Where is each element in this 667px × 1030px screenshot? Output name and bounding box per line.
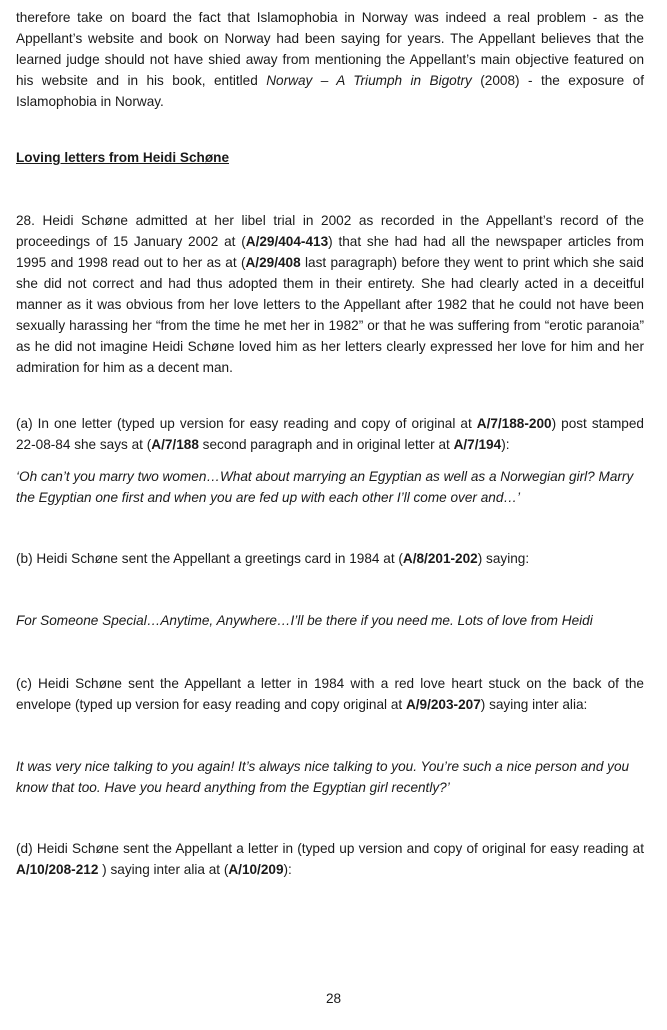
item-c-text: ) saying inter alia:	[480, 697, 588, 712]
reference: A/7/194	[453, 437, 502, 452]
reference: A/8/201-202	[402, 551, 478, 566]
page-number: 28	[325, 991, 342, 1006]
item-d-text: ):	[283, 862, 292, 877]
quote-c: It was very nice talking to you again! It’s always nice talking to you. You’re such a nice person and you know that too. Have you heard anything from the Egyptian girl recently?’	[16, 759, 630, 795]
intro-paragraph	[16, 7, 644, 112]
p28-text: ) that she had had all the newspaper articles from 1995 and 1998 read out to her as at (	[16, 234, 644, 270]
item-c	[16, 673, 644, 715]
paragraph-28	[16, 210, 644, 378]
reference: A/29/404-413	[245, 234, 329, 249]
item-a-text: ):	[501, 437, 510, 452]
book-title: Norway – A Triumph in Bigotry	[266, 73, 472, 88]
item-d-text: (d) Heidi Schøne sent the Appellant a letter in (typed up version and copy of original for easy reading at	[16, 841, 644, 856]
reference: A/7/188	[151, 437, 199, 452]
p28-text: 28. Heidi Schøne admitted at her libel trial in 2002 as recorded in the Appellant’s record of the proceedings of 15 January 2002 at (	[16, 213, 644, 249]
item-a-text: (a) In one letter (typed up version for easy reading and copy of original at	[16, 416, 477, 431]
reference: A/7/188-200	[476, 416, 552, 431]
reference: A/29/408	[245, 255, 301, 270]
item-d	[16, 838, 644, 880]
item-b-text: ) saying:	[477, 551, 530, 566]
quote-a: ‘Oh can’t you marry two women…What about marrying an Egyptian as well as a Norwegian girl? Marry the Egyptian one first and when you are fed up with each other I’ll come over and…’	[16, 469, 634, 505]
item-c-text: (c) Heidi Schøne sent the Appellant a letter in 1984 with a red love heart stuck on the back of the envelope (typed up version for easy reading and copy original at	[16, 676, 644, 712]
item-b-text: (b) Heidi Schøne sent the Appellant a greetings card in 1984 at (	[16, 551, 403, 566]
intro-text: therefore take on board the fact that Islamophobia in Norway was indeed a real problem - as the Appellant’s website and book on Norway had been saying for years. The Appellant believes that the learned judge should not have shied away from mentioning the Appellant’s main objective featured on his website and in his book, entitled	[16, 10, 644, 88]
item-a-text: ) post stamped 22-08-84 she says at (	[16, 416, 644, 452]
item-b	[16, 548, 644, 569]
section-heading: Loving letters from Heidi Schøne	[16, 150, 229, 165]
intro-text-end: (2008) - the exposure of Islamophobia in Norway.	[16, 73, 644, 109]
item-a-text: second paragraph and in original letter at	[198, 437, 454, 452]
item-a	[16, 413, 644, 455]
p28-text: last paragraph) before they went to print which she said she did not correct and had thus adopted them in their entirety. She had clearly acted in a deceitful manner as it was obvious from her love letters to the Appellant after 1982 that he could not have been sexually harassing her “from the time he met her in 1982” or that he was suffering from “erotic paranoia” as he did not imagine Heidi Schøne loved him as her letters clearly expressed her love for him and her admiration for him as a decent man.	[16, 255, 644, 375]
item-d-text: ) saying inter alia at (	[98, 862, 229, 877]
reference: A/10/208-212	[16, 862, 99, 877]
quote-b: For Someone Special…Anytime, Anywhere…I’ll be there if you need me. Lots of love from Heidi	[16, 613, 593, 628]
reference: A/10/209	[228, 862, 284, 877]
reference: A/9/203-207	[405, 697, 481, 712]
